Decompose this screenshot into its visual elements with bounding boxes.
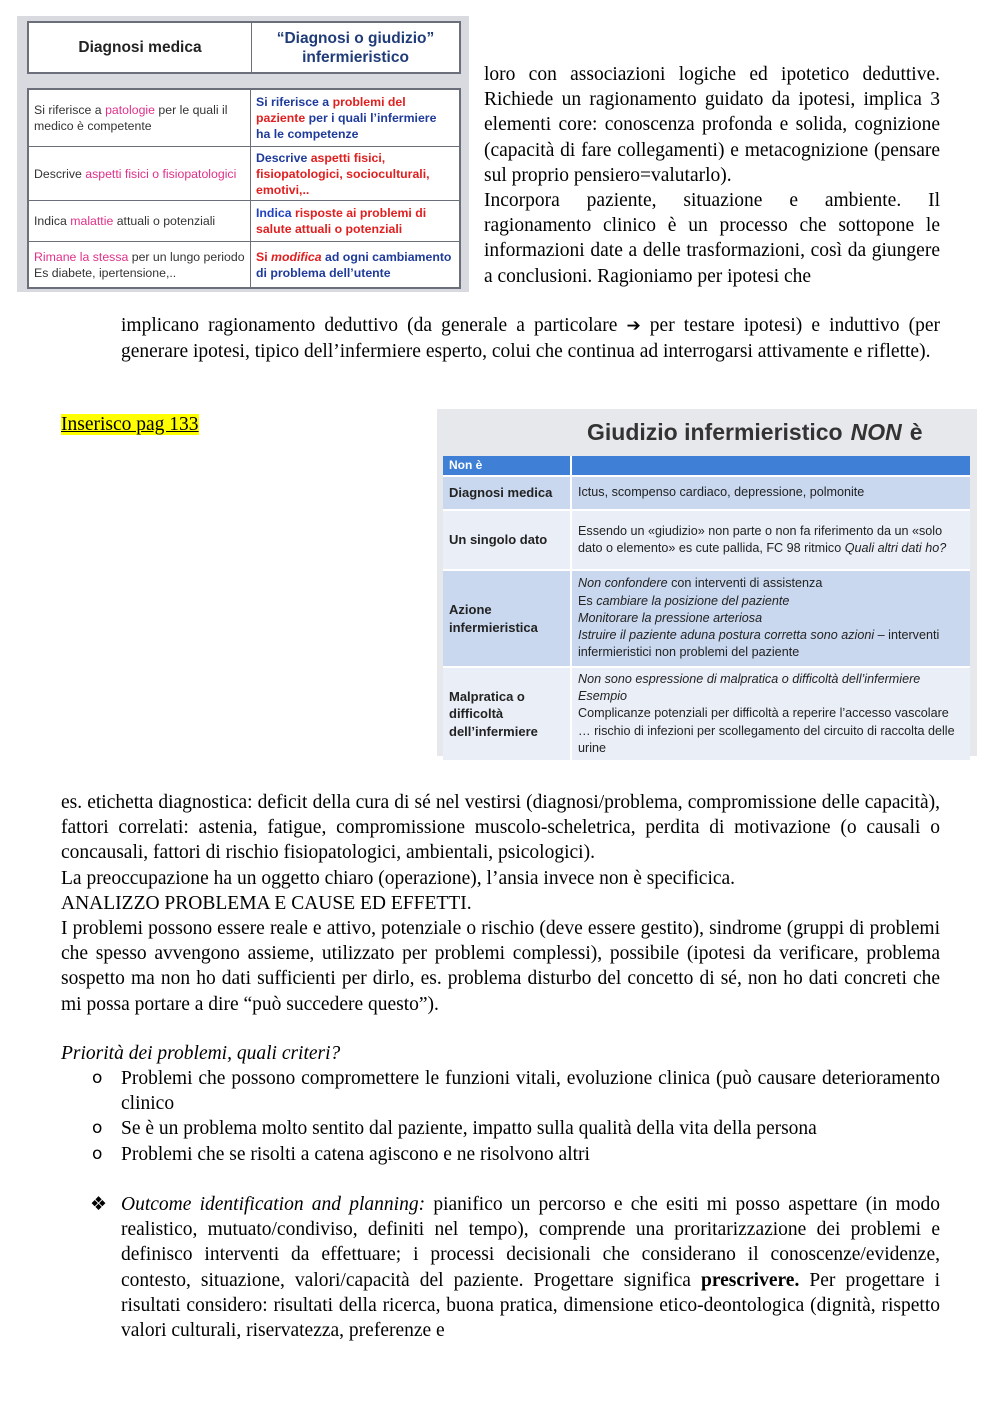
cell-text: per i quali l’infermiere ha le competenze [256, 111, 437, 141]
table-title [437, 409, 977, 455]
header-cell: Non è [443, 456, 572, 475]
list-item-text: Problemi che possono compromettere le funzioni vitali, evoluzione clinica (può causare deterioramento clinico [121, 1068, 940, 1115]
row-label: Malpratica o difficoltà dell’infermiere [443, 668, 572, 760]
table-row [29, 146, 459, 200]
list-item [92, 1142, 940, 1167]
page-reference-note [61, 412, 199, 437]
cell-text-highlight: problemi del paziente [256, 95, 406, 125]
header-medical-diagnosis: Diagnosi medica [29, 23, 252, 72]
circle-bullet-icon: o [92, 1068, 103, 1088]
circle-bullet-icon: o [92, 1143, 103, 1164]
table-row [443, 569, 970, 666]
table-row [443, 475, 970, 509]
cell-text-highlight: Rimane la stessa [34, 249, 129, 264]
cell-nursing [251, 90, 459, 146]
cell-text: Indica [34, 214, 71, 228]
text-span: per testare ipotesi) e induttivo (per generare ipotesi, tipico dell’infermiere esperto, colui che continua ad interrogarsi attivamente e riflette). [121, 315, 940, 363]
paragraph: Incorpora paziente, situazione e ambiente. Il ragionamento clinico è un processo che sottopone le informazioni date a delle trasformazioni, così da giungere a conclusioni. Ragioniamo per ipotesi che [484, 190, 940, 287]
text-span: pianifico un percorso e che esiti mi posso aspettare (in modo realistico, mutuato/condiviso, definiti nel tempo), comprende una proritarizzazione dei problemi e definisco interventi da effettuare; i processi decisionali che considerano il conoscenze/evidenze, contesto, situazione, valori/capacità del paziente. Progettare significa [121, 1194, 940, 1291]
header-nursing-judgment: “Diagnosi o giudizio” infermieristico [276, 29, 435, 66]
list-item-text: Se è un problema molto sentito dal paziente, impatto sulla qualità della vita della persona [121, 1118, 817, 1140]
paragraph: es. etichetta diagnostica: deficit della cura di sé nel vestirsi (diagnosi/problema, compromissione delle capacità), fattori correlati: astenia, fatigue, compromissione muscolo-scheletrica, perdita di motivazione (o causali o concausali, fattori di rischio fisiopatologici, ambientali, psicologici). [61, 792, 940, 864]
row-text: Es [578, 593, 597, 608]
bullet-list [92, 1066, 940, 1167]
highlighted-text: Inserisco pag 133 [61, 414, 199, 435]
cell-text-highlight: malattie [70, 214, 114, 228]
row-label: Diagnosi medica [443, 477, 572, 509]
body-text [61, 790, 940, 1017]
row-text: con interventi di assistenza [667, 576, 823, 591]
table-row [29, 241, 459, 287]
priority-list [92, 1066, 940, 1167]
cell-nursing [251, 201, 459, 241]
table-row [443, 666, 970, 760]
term-italic: Outcome identification and planning: [121, 1194, 426, 1215]
title-text: è [909, 418, 923, 445]
cell-medical [29, 201, 251, 241]
text-span: Per progettare i risultati considero: risultati della ricerca, buona pratica, dimensione etico-deontologica (dignità, rispetto valori culturali, riservatezza, preferenze e [121, 1269, 940, 1342]
cell-text: ad ogni cambiamento di problema dell’utente [256, 249, 452, 280]
row-text-italic: Istruire il paziente aduna postura corretta sono azioni [578, 628, 875, 643]
outcome-section [90, 1192, 940, 1343]
paragraph: loro con associazioni logiche ed ipotetico deduttive. Richiede un ragionamento guidato da ipotesi, implica 3 elementi core: conoscenza profonda e solida, cognizione (capacità di fare collegamenti) e metacognizione (pensare sul proprio pensiero=valutarlo). [484, 64, 940, 186]
title-text: Giudizio infermieristico [587, 418, 843, 445]
cell-text: Descrive [34, 166, 86, 181]
row-text: Essendo un «giudizio» non parte o non fa riferimento da un «solo dato o elemento» es cute pallida, FC 98 ritmico [578, 523, 943, 555]
row-text-italic: Quali altri dati ho? [844, 541, 947, 555]
table-header [443, 456, 970, 475]
paragraph: ANALIZZO PROBLEMA E CAUSE ED EFFETTI. [61, 892, 472, 914]
paragraph: La preoccupazione ha un oggetto chiaro (operazione), l’ansia invece non è specificica. [61, 867, 736, 889]
cell-text: Descrive [256, 150, 311, 165]
table-row [29, 90, 459, 146]
cell-medical [29, 90, 251, 146]
cell-text-highlight: risposte ai problemi di salute attuali o potenziali [256, 206, 427, 236]
title-emphasis: NON [850, 418, 902, 445]
row-label: Azione infermieristica [443, 571, 572, 666]
cell-text-highlight: patologie [105, 103, 155, 117]
paragraph [121, 313, 940, 364]
row-content [572, 668, 970, 760]
table-header [27, 21, 461, 74]
paragraph: I problemi possono essere reale e attivo, potenziale o rischio (deve essere gestito), sindrome (gruppi di problemi che spesso avvengono assieme, utilizzato per problemi complessi), possibile (ipotesi da verificare, problema sospetto ma non ho dati sufficienti per dirlo, es. problema disturbo del concetto di sé, non ho dati concreti che mi possa portare a dire “può succedere questo”). [61, 918, 940, 1015]
row-text: Complicanze potenziali per difficoltà a reperire l’accesso vascolare … rischio di infezioni per scollegamento del circuito di raccolta delle urine [578, 706, 955, 755]
clinical-reasoning-text [484, 62, 940, 289]
row-text-italic: Non sono espressione di malpratica o difficoltà dell’infermiere [578, 671, 921, 686]
text-span: implicano ragionamento deduttivo (da generale a particolare [121, 315, 627, 336]
table-body [27, 88, 461, 289]
cell-text: Si riferisce a [256, 95, 333, 109]
cell-nursing [251, 242, 459, 287]
header-cell-empty [572, 456, 578, 475]
cell-text: per le quali il medico è competente [34, 103, 228, 133]
cell-text: Indica [256, 206, 295, 220]
row-label: Un singolo dato [443, 511, 572, 569]
cell-text: attuali o potenziali [113, 214, 216, 228]
cell-text-highlight: aspetti fisici, fisiopatologici, socioculturali, emotivi,.. [256, 150, 430, 197]
circle-bullet-icon: o [92, 1118, 103, 1139]
row-text: Ictus, scompenso cardiaco, depressione, polmonite [578, 485, 865, 500]
table-grid [443, 456, 970, 760]
row-content [572, 511, 970, 569]
nursing-judgment-is-not-table [437, 409, 977, 756]
table-row [443, 509, 970, 569]
row-text-italic: Monitorare la pressione arteriosa [578, 610, 763, 625]
row-text-italic: cambiare la posizione del paziente [596, 593, 790, 608]
clinical-reasoning-continuation [121, 313, 940, 364]
paragraph [90, 1192, 940, 1343]
cell-text: Si riferisce a [34, 103, 106, 117]
cell-text-highlight: aspetti fisici o fisiopatologici [85, 166, 237, 181]
term-bold: prescrivere. [700, 1269, 800, 1291]
list-item [92, 1116, 940, 1141]
row-text-italic: Esempio [578, 689, 627, 704]
cell-text: per un lungo periodo Es diabete, ipertensione,.. [34, 249, 245, 280]
table-row [29, 200, 459, 241]
cell-text-highlight: modifica [271, 249, 322, 264]
diamond-bullet-icon: ❖ [90, 1193, 108, 1215]
cell-medical [29, 147, 251, 200]
row-text-italic: Non confondere [578, 576, 668, 591]
cell-text-highlight: Si [256, 249, 272, 264]
cell-nursing [251, 147, 459, 200]
cell-medical [29, 242, 251, 287]
section-title: Priorità dei problemi, quali criteri? [61, 1043, 341, 1064]
row-text: – interventi infermieristici non problemi del paziente [578, 628, 940, 660]
list-item-text: Problemi che se risolti a catena agiscono e ne risolvono altri [121, 1143, 590, 1165]
row-content [572, 477, 970, 509]
priority-section [61, 1041, 940, 1066]
arrow-icon: ➔ [626, 316, 641, 336]
diagnosis-comparison-table [17, 16, 469, 292]
list-item [92, 1066, 940, 1116]
row-content [572, 571, 970, 666]
